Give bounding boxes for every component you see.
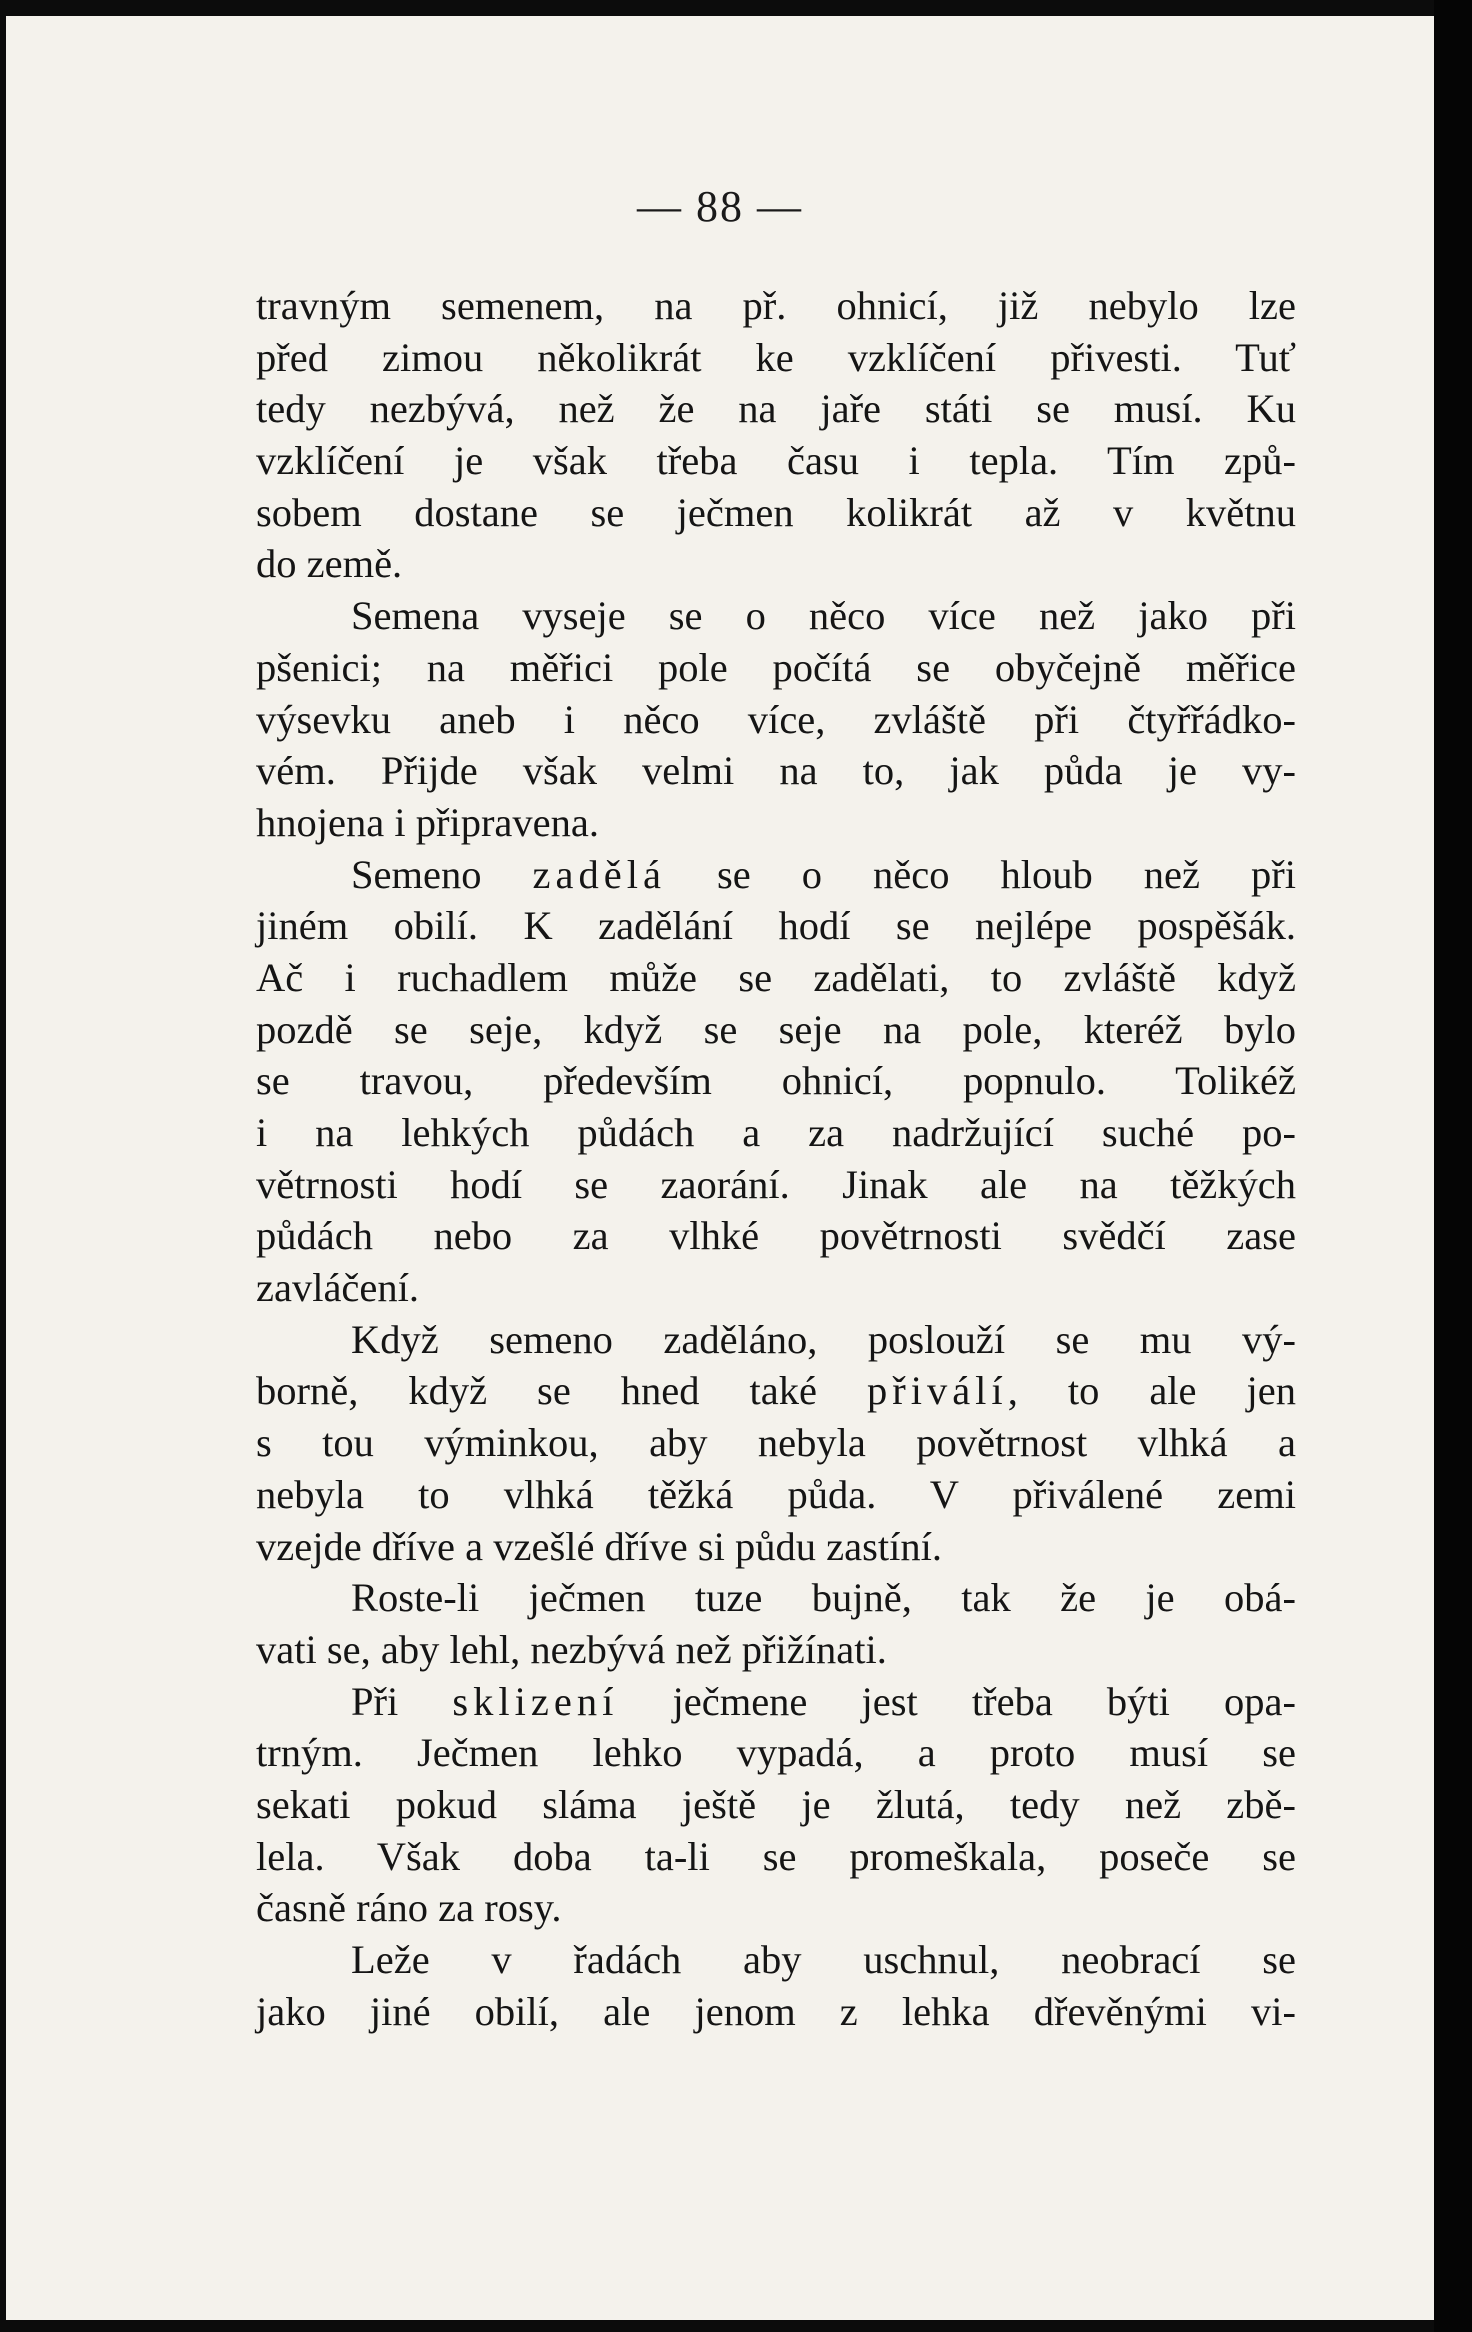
text-line: jiném obilí. K zadělání hodí se nejlépe pospěšák. (256, 903, 1296, 949)
emphasized-word: přiválí (866, 1368, 1008, 1414)
line-segment: borně, když se hned také (256, 1368, 867, 1414)
text-line (256, 849, 1296, 901)
text-line: pšenici; na měřici pole počítá se obyčejně měřice (256, 644, 1296, 690)
text-line: Ač i ruchadlem může se zadělati, to zvláště když (256, 954, 1296, 1000)
emphasized-word: zadělá (532, 851, 666, 897)
text-line: časně ráno za rosy. (256, 1885, 562, 1931)
text-line (256, 1676, 1296, 1728)
text-line: hnojena i připravena. (256, 799, 599, 845)
text-line: sekati pokud sláma ještě je žlutá, tedy než zbě- (256, 1781, 1296, 1827)
text-line: půdách nebo za vlhké povětrnosti svědčí zase (256, 1213, 1296, 1259)
line-segment: , to ale jen (1007, 1368, 1297, 1414)
text-line: Když semeno zaděláno, poslouží se mu vý- (351, 1316, 1296, 1362)
text-line: jako jiné obilí, ale jenom z lehka dřevěnými vi- (256, 1988, 1296, 2034)
text-line: Roste-li ječmen tuze bujně, tak že je obá- (351, 1575, 1296, 1621)
text-line: tedy nezbývá, než že na jaře státi se musí. Ku (256, 386, 1296, 432)
text-line: zavláčení. (256, 1265, 420, 1311)
book-page (6, 16, 1434, 2320)
scan-edge (1434, 0, 1472, 2332)
text-line: vati se, aby lehl, nezbývá než přižínati. (256, 1626, 887, 1672)
text-line: vzejde dříve a vzešlé dříve si půdu zastíní. (256, 1523, 943, 1569)
line-segment: Semeno (351, 851, 533, 897)
text-line: nebyla to vlhká těžká půda. V přiválené zemi (256, 1471, 1296, 1517)
text-line: vzklíčení je však třeba času i tepla. Tím způ- (256, 438, 1296, 484)
text-line: trným. Ječmen lehko vypadá, a proto musí se (256, 1730, 1296, 1776)
text-line: travným semenem, na př. ohnicí, již nebylo lze (256, 283, 1296, 328)
line-segment: se o něco hloub než při (665, 851, 1296, 897)
line-segment: ječmene jest třeba býti opa- (618, 1678, 1297, 1724)
text-line: Leže v řadách aby uschnul, neobrací se (351, 1937, 1296, 1982)
text-line: do země. (256, 541, 403, 587)
text-line: větrnosti hodí se zaorání. Jinak ale na těžkých (256, 1161, 1296, 1207)
text-line: lela. Však doba ta-li se promeškala, poseče se (256, 1833, 1296, 1879)
text-line: i na lehkých půdách a za nadržující suché po- (256, 1110, 1296, 1155)
line-segment: Při (351, 1678, 453, 1724)
text-line: před zimou několikrát ke vzklíčení přivesti. Tuť (256, 334, 1296, 380)
emphasized-word: sklizení (452, 1678, 619, 1724)
text-line: s tou výminkou, aby nebyla povětrnost vlhká a (256, 1420, 1296, 1466)
text-line: pozdě se seje, když se seje na pole, kteréž bylo (256, 1006, 1296, 1052)
text-line (256, 1365, 1296, 1417)
text-line: sobem dostane se ječmen kolikrát až v květnu (256, 489, 1296, 535)
text-line: vém. Přijde však velmi na to, jak půda je vy- (256, 748, 1296, 794)
text-line: Semena vyseje se o něco více než jako při (351, 593, 1296, 639)
body-text (256, 280, 1296, 2037)
text-line: se travou, především ohnicí, popnulo. Tolikéž (256, 1058, 1296, 1104)
text-line: výsevku aneb i něco více, zvláště při čtyřřádko- (256, 696, 1296, 742)
page-number: — 88 — (637, 182, 803, 231)
